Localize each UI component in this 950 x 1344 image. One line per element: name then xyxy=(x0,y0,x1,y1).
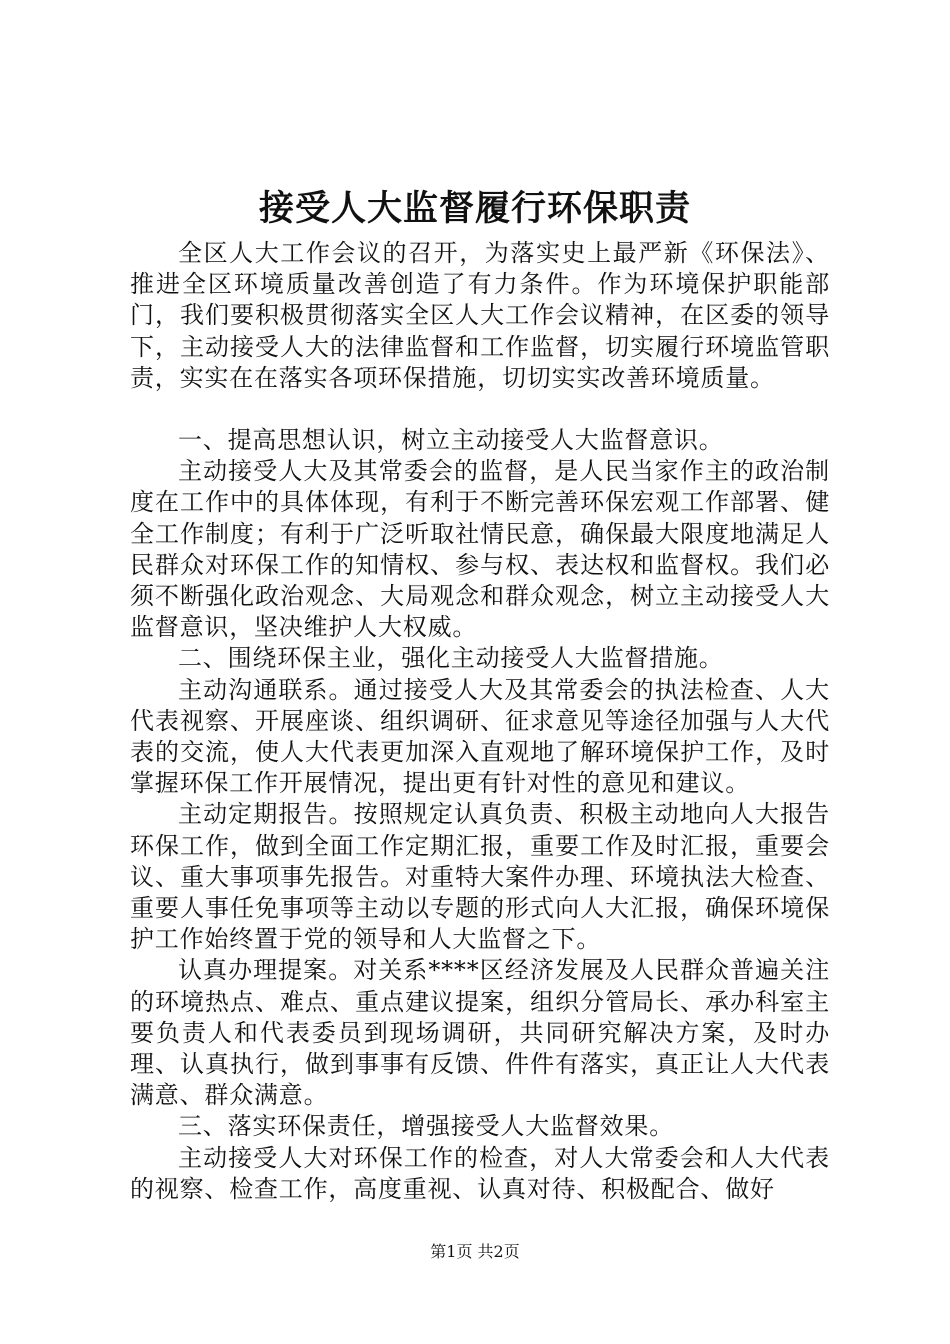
body-paragraph: 主动定期报告。按照规定认真负责、积极主动地向人大报告环保工作，做到全面工作定期汇报，重要工作及时汇报，重要会议、重大事项事先报告。对重特大案件办理、环境执法大检查、重要人事任免事项等主动以专题的形式向人大汇报，确保环境保护工作始终置于党的领导和人大监督之下。 xyxy=(130,800,830,954)
body-paragraph: 认真办理提案。对关系****区经济发展及人民群众普遍关注的环境热点、难点、重点建议提案，组织分管局长、承办科室主要负责人和代表委员到现场调研，共同研究解决方案，及时办理、认真执行，做到事事有反馈、件件有落实，真正让人大代表满意、群众满意。 xyxy=(130,956,830,1110)
section-heading-3: 三、落实环保责任，增强接受人大监督效果。 xyxy=(178,1112,674,1141)
document-body xyxy=(130,238,830,1205)
page-number-footer: 第1页 共2页 xyxy=(430,1242,520,1261)
body-paragraph: 主动接受人大及其常委会的监督，是人民当家作主的政治制度在工作中的具体体现，有利于不断完善环保宏观工作部署、健全工作制度；有利于广泛听取社情民意，确保最大限度地满足人民群众对环保工作的知情权、参与权、表达权和监督权。我们必须不断强化政治观念、大局观念和群众观念，树立主动接受人大监督意识，坚决维护人大权威。 xyxy=(130,457,830,642)
intro-paragraph: 全区人大工作会议的召开，为落实史上最严新《环保法》、推进全区环境质量改善创造了有力条件。作为环境保护职能部门，我们要积极贯彻落实全区人大工作会议精神，在区委的领导下，主动接受人大的法律监督和工作监督，切实履行环境监管职责，实实在在落实各项环保措施，切切实实改善环境质量。 xyxy=(130,239,830,392)
section-heading-1: 一、提高思想认识，树立主动接受人大监督意识。 xyxy=(178,426,724,455)
body-paragraph: 主动沟通联系。通过接受人大及其常委会的执法检查、人大代表视察、开展座谈、组织调研、征求意见等途径加强与人大代表的交流，使人大代表更加深入直观地了解环境保护工作，及时掌握环保工作开展情况，提出更有针对性的意见和建议。 xyxy=(130,675,830,798)
body-paragraph: 主动接受人大对环保工作的检查，对人大常委会和人大代表的视察、检查工作，高度重视、认真对待、积极配合、做好 xyxy=(130,1143,830,1203)
section-heading-2: 二、围绕环保主业，强化主动接受人大监督措施。 xyxy=(178,644,724,673)
document-title: 接受人大监督履行环保职责 xyxy=(258,188,691,229)
